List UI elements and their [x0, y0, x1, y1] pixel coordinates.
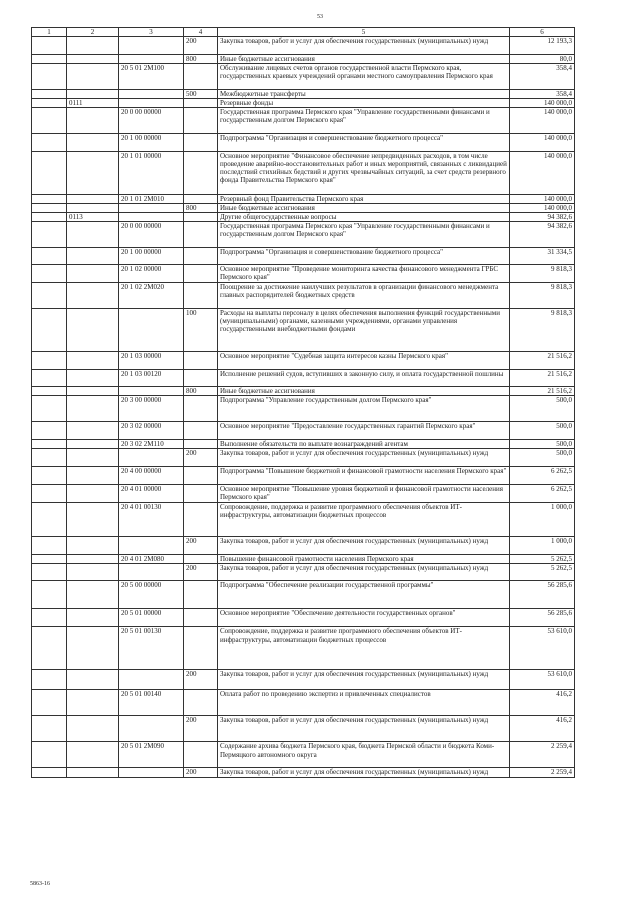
cell-amount: 140 000,0: [510, 108, 575, 134]
cell-col1: [32, 213, 67, 222]
cell-description: Подпрограмма "Организация и совершенствование бюджетного процесса": [218, 134, 510, 152]
table-row: [32, 627, 575, 670]
cell-section-code: [67, 387, 119, 396]
table-row: [32, 422, 575, 440]
cell-description: Расходы на выплаты персоналу в целях обеспечения выполнения функций государственными (муниципальными) органами, казенными учреждениями, органами управления государственными внебюджетными фондами: [218, 309, 510, 352]
column-header: 6: [510, 28, 575, 37]
cell-expense-type: [184, 248, 218, 265]
cell-col1: [32, 99, 67, 108]
cell-description: Поощрение за достижение наилучших результатов в организации финансового менеджмента главных распорядителей бюджетных средств: [218, 283, 510, 309]
cell-amount: 53 610,0: [510, 670, 575, 690]
table-row: [32, 609, 575, 627]
cell-amount: 12 193,3: [510, 37, 575, 55]
cell-col1: [32, 467, 67, 485]
cell-expense-type: 800: [184, 387, 218, 396]
table-row: [32, 467, 575, 485]
cell-description: Выполнение обязательств по выплате вознаграждений агентам: [218, 440, 510, 449]
cell-col1: [32, 222, 67, 248]
cell-expense-type: [184, 134, 218, 152]
cell-amount: 500,0: [510, 422, 575, 440]
cell-expense-type: [184, 467, 218, 485]
cell-target-article: 20 0 00 00000: [119, 108, 184, 134]
cell-target-article: [119, 670, 184, 690]
cell-expense-type: [184, 352, 218, 370]
cell-expense-type: [184, 690, 218, 716]
cell-description: Обслуживание лицевых счетов органов государственной власти Пермского края, государственных краевых учреждений органами местного самоуправления Пермского края: [218, 64, 510, 90]
cell-section-code: [67, 627, 119, 670]
cell-description: Содержание архива бюджета Пермского края, бюджета Пермской области и бюджета Коми-Пермяцкого автономного округа: [218, 742, 510, 768]
table-row: [32, 537, 575, 555]
cell-description: Резервный фонд Правительства Пермского края: [218, 195, 510, 204]
cell-amount: 56 285,6: [510, 609, 575, 627]
table-row: [32, 204, 575, 213]
cell-expense-type: 200: [184, 564, 218, 581]
cell-expense-type: [184, 370, 218, 387]
cell-section-code: [67, 467, 119, 485]
cell-section-code: [67, 670, 119, 690]
table-row: [32, 265, 575, 283]
cell-section-code: [67, 204, 119, 213]
cell-target-article: [119, 768, 184, 777]
column-header: 3: [119, 28, 184, 37]
table-row: [32, 134, 575, 152]
table-row: [32, 64, 575, 90]
cell-col1: [32, 422, 67, 440]
cell-expense-type: 500: [184, 90, 218, 99]
cell-section-code: [67, 422, 119, 440]
cell-description: Закупка товаров, работ и услуг для обеспечения государственных (муниципальных) нужд: [218, 537, 510, 555]
table-row: [32, 352, 575, 370]
cell-col1: [32, 108, 67, 134]
cell-col1: [32, 195, 67, 204]
cell-amount: 358,4: [510, 90, 575, 99]
cell-section-code: [67, 609, 119, 627]
table-row: [32, 152, 575, 195]
cell-section-code: [67, 55, 119, 64]
cell-col1: [32, 152, 67, 195]
cell-expense-type: [184, 396, 218, 422]
cell-col1: [32, 283, 67, 309]
table-row: [32, 690, 575, 716]
cell-target-article: 20 5 01 2М090: [119, 742, 184, 768]
cell-amount: 500,0: [510, 449, 575, 467]
cell-target-article: 20 3 02 00000: [119, 422, 184, 440]
cell-description: Закупка товаров, работ и услуг для обеспечения государственных (муниципальных) нужд: [218, 564, 510, 581]
cell-expense-type: 200: [184, 449, 218, 467]
cell-amount: 94 382,6: [510, 222, 575, 248]
cell-target-article: 20 5 00 00000: [119, 581, 184, 609]
cell-target-article: [119, 537, 184, 555]
cell-amount: 140 000,0: [510, 204, 575, 213]
cell-target-article: [119, 204, 184, 213]
cell-col1: [32, 265, 67, 283]
budget-table: [31, 27, 575, 778]
cell-target-article: 20 1 00 00000: [119, 248, 184, 265]
cell-description: Подпрограмма "Повышение бюджетной и финансовой грамотности населения Пермского края": [218, 467, 510, 485]
cell-col1: [32, 396, 67, 422]
cell-target-article: 20 4 01 00130: [119, 503, 184, 537]
cell-target-article: [119, 55, 184, 64]
cell-target-article: 20 4 00 00000: [119, 467, 184, 485]
table-row: [32, 222, 575, 248]
cell-description: Закупка товаров, работ и услуг для обеспечения государственных (муниципальных) нужд: [218, 37, 510, 55]
cell-amount: 53 610,0: [510, 627, 575, 670]
table-row: [32, 581, 575, 609]
cell-section-code: [67, 440, 119, 449]
column-header: 1: [32, 28, 67, 37]
cell-description: Сопровождение, поддержка и развитие программного обеспечения объектов ИТ-инфраструктуры, автоматизации бюджетных процессов: [218, 627, 510, 670]
page-number: 53: [317, 14, 323, 20]
cell-description: Подпрограмма "Обеспечение реализации государственной программы": [218, 581, 510, 609]
cell-expense-type: 200: [184, 716, 218, 742]
cell-target-article: 20 1 03 00000: [119, 352, 184, 370]
cell-col1: [32, 690, 67, 716]
cell-section-code: [67, 108, 119, 134]
table-row: [32, 99, 575, 108]
cell-expense-type: [184, 195, 218, 204]
cell-amount: 5 262,5: [510, 564, 575, 581]
table-row: [32, 440, 575, 449]
cell-amount: 1 000,0: [510, 503, 575, 537]
table-row: [32, 309, 575, 352]
table-row: [32, 503, 575, 537]
cell-amount: 500,0: [510, 440, 575, 449]
cell-target-article: 20 4 01 2М080: [119, 555, 184, 564]
cell-section-code: [67, 265, 119, 283]
cell-description: Сопровождение, поддержка и развитие программного обеспечения объектов ИТ-инфраструктуры, автоматизации бюджетных процессов: [218, 503, 510, 537]
cell-expense-type: [184, 609, 218, 627]
cell-section-code: [67, 690, 119, 716]
cell-target-article: 20 1 02 2М020: [119, 283, 184, 309]
cell-col1: [32, 670, 67, 690]
cell-amount: 416,2: [510, 716, 575, 742]
cell-expense-type: 200: [184, 768, 218, 777]
table-row: [32, 213, 575, 222]
cell-expense-type: [184, 99, 218, 108]
cell-target-article: [119, 387, 184, 396]
table-row: [32, 108, 575, 134]
cell-section-code: [67, 564, 119, 581]
cell-col1: [32, 449, 67, 467]
cell-amount: 500,0: [510, 396, 575, 422]
cell-amount: 94 382,6: [510, 213, 575, 222]
table-row: [32, 195, 575, 204]
cell-col1: [32, 387, 67, 396]
cell-description: Основное мероприятие "Предоставление государственных гарантий Пермского края": [218, 422, 510, 440]
cell-expense-type: [184, 283, 218, 309]
cell-target-article: 20 5 01 00130: [119, 627, 184, 670]
cell-description: Другие общегосударственные вопросы: [218, 213, 510, 222]
cell-expense-type: [184, 265, 218, 283]
cell-target-article: 20 5 01 00140: [119, 690, 184, 716]
cell-section-code: [67, 64, 119, 90]
cell-expense-type: [184, 213, 218, 222]
cell-section-code: [67, 449, 119, 467]
cell-col1: [32, 90, 67, 99]
cell-col1: [32, 204, 67, 213]
cell-description: Закупка товаров, работ и услуг для обеспечения государственных (муниципальных) нужд: [218, 716, 510, 742]
cell-section-code: [67, 134, 119, 152]
cell-target-article: 20 1 03 00120: [119, 370, 184, 387]
table-row: [32, 564, 575, 581]
cell-section-code: [67, 195, 119, 204]
cell-description: Закупка товаров, работ и услуг для обеспечения государственных (муниципальных) нужд: [218, 670, 510, 690]
table-row: [32, 387, 575, 396]
table-row: [32, 248, 575, 265]
cell-expense-type: 100: [184, 309, 218, 352]
cell-col1: [32, 134, 67, 152]
table-row: [32, 485, 575, 503]
cell-amount: 80,0: [510, 55, 575, 64]
cell-amount: 31 334,5: [510, 248, 575, 265]
cell-description: Основное мероприятие "Судебная защита интересов казны Пермского края": [218, 352, 510, 370]
table-row: [32, 716, 575, 742]
cell-description: Подпрограмма "Организация и совершенствование бюджетного процесса": [218, 248, 510, 265]
cell-description: Повышение финансовой грамотности населения Пермского края: [218, 555, 510, 564]
cell-description: Оплата работ по проведению экспертиз и привлеченных специалистов: [218, 690, 510, 716]
cell-amount: 6 262,5: [510, 485, 575, 503]
cell-description: Закупка товаров, работ и услуг для обеспечения государственных (муниципальных) нужд: [218, 449, 510, 467]
cell-expense-type: 200: [184, 670, 218, 690]
cell-target-article: [119, 99, 184, 108]
cell-col1: [32, 564, 67, 581]
cell-expense-type: 800: [184, 204, 218, 213]
cell-section-code: 0111: [67, 99, 119, 108]
cell-section-code: [67, 370, 119, 387]
cell-description: Иные бюджетные ассигнования: [218, 387, 510, 396]
cell-target-article: 20 1 01 2М010: [119, 195, 184, 204]
cell-col1: [32, 370, 67, 387]
cell-section-code: [67, 716, 119, 742]
cell-description: Государственная программа Пермского края "Управление государственными финансами и государственным долгом Пермского края": [218, 222, 510, 248]
table-row: [32, 768, 575, 777]
cell-target-article: [119, 309, 184, 352]
cell-section-code: [67, 485, 119, 503]
cell-expense-type: [184, 503, 218, 537]
cell-description: Государственная программа Пермского края "Управление государственными финансами и государственным долгом Пермского края": [218, 108, 510, 134]
cell-section-code: [67, 90, 119, 99]
cell-description: Исполнение решений судов, вступивших в законную силу, и оплата государственной пошлины: [218, 370, 510, 387]
cell-expense-type: [184, 581, 218, 609]
cell-col1: [32, 555, 67, 564]
cell-target-article: [119, 37, 184, 55]
table-row: [32, 283, 575, 309]
cell-col1: [32, 37, 67, 55]
cell-amount: 140 000,0: [510, 195, 575, 204]
cell-description: Основное мероприятие "Финансовое обеспечение непредвиденных расходов, в том числе проведение аварийно-восстановительных работ и иных мероприятий, связанных с ликвидацией последствий стихийных бедствий и других чрезвычайных ситуаций, за счет средств резервного фонда Правительства Пермского края": [218, 152, 510, 195]
cell-target-article: 20 0 00 00000: [119, 222, 184, 248]
cell-target-article: [119, 90, 184, 99]
cell-description: Резервные фонды: [218, 99, 510, 108]
cell-expense-type: [184, 64, 218, 90]
cell-amount: 2 259,4: [510, 768, 575, 777]
cell-section-code: [67, 248, 119, 265]
cell-target-article: [119, 213, 184, 222]
cell-amount: 5 262,5: [510, 555, 575, 564]
cell-col1: [32, 352, 67, 370]
cell-col1: [32, 716, 67, 742]
table-row: [32, 370, 575, 387]
cell-amount: 140 000,0: [510, 99, 575, 108]
cell-target-article: [119, 449, 184, 467]
cell-col1: [32, 440, 67, 449]
cell-section-code: [67, 309, 119, 352]
cell-section-code: [67, 396, 119, 422]
cell-description: Основное мероприятие "Обеспечение деятельности государственных органов": [218, 609, 510, 627]
cell-section-code: [67, 283, 119, 309]
table-row: [32, 742, 575, 768]
table-row: [32, 37, 575, 55]
cell-section-code: [67, 555, 119, 564]
cell-section-code: [67, 152, 119, 195]
cell-section-code: 0113: [67, 213, 119, 222]
cell-section-code: [67, 352, 119, 370]
cell-description: Межбюджетные трансферты: [218, 90, 510, 99]
table-row: [32, 396, 575, 422]
cell-amount: 140 000,0: [510, 134, 575, 152]
cell-amount: 9 818,3: [510, 265, 575, 283]
cell-col1: [32, 485, 67, 503]
cell-expense-type: [184, 440, 218, 449]
cell-description: Иные бюджетные ассигнования: [218, 55, 510, 64]
cell-expense-type: [184, 627, 218, 670]
cell-description: Закупка товаров, работ и услуг для обеспечения государственных (муниципальных) нужд: [218, 768, 510, 777]
cell-target-article: 20 5 01 00000: [119, 609, 184, 627]
cell-target-article: 20 1 02 00000: [119, 265, 184, 283]
cell-description: Подпрограмма "Управление государственным долгом Пермского края": [218, 396, 510, 422]
cell-description: Иные бюджетные ассигнования: [218, 204, 510, 213]
cell-section-code: [67, 768, 119, 777]
cell-col1: [32, 248, 67, 265]
cell-amount: 9 818,3: [510, 309, 575, 352]
cell-expense-type: [184, 485, 218, 503]
cell-section-code: [67, 742, 119, 768]
table-body: [32, 37, 575, 777]
cell-amount: 140 000,0: [510, 152, 575, 195]
cell-target-article: 20 4 01 00000: [119, 485, 184, 503]
cell-section-code: [67, 537, 119, 555]
cell-amount: 21 516,2: [510, 387, 575, 396]
cell-amount: 9 818,3: [510, 283, 575, 309]
cell-section-code: [67, 37, 119, 55]
cell-target-article: [119, 716, 184, 742]
cell-col1: [32, 627, 67, 670]
column-header: 5: [218, 28, 510, 37]
cell-expense-type: 200: [184, 37, 218, 55]
cell-expense-type: [184, 108, 218, 134]
cell-col1: [32, 55, 67, 64]
table-row: [32, 55, 575, 64]
column-header: 2: [67, 28, 119, 37]
cell-col1: [32, 537, 67, 555]
cell-amount: 56 285,6: [510, 581, 575, 609]
cell-col1: [32, 742, 67, 768]
column-header: 4: [184, 28, 218, 37]
cell-amount: 2 259,4: [510, 742, 575, 768]
cell-amount: 358,4: [510, 64, 575, 90]
table-header-row: [32, 28, 575, 37]
cell-col1: [32, 309, 67, 352]
footer-code: 5863-16: [30, 881, 50, 887]
cell-expense-type: [184, 742, 218, 768]
cell-target-article: 20 3 02 2М110: [119, 440, 184, 449]
cell-col1: [32, 64, 67, 90]
cell-expense-type: [184, 222, 218, 248]
cell-expense-type: 800: [184, 55, 218, 64]
cell-amount: 1 000,0: [510, 537, 575, 555]
cell-target-article: [119, 564, 184, 581]
cell-section-code: [67, 222, 119, 248]
cell-section-code: [67, 581, 119, 609]
cell-target-article: 20 3 00 00000: [119, 396, 184, 422]
cell-target-article: 20 1 01 00000: [119, 152, 184, 195]
cell-expense-type: [184, 152, 218, 195]
cell-col1: [32, 581, 67, 609]
cell-col1: [32, 609, 67, 627]
cell-amount: 21 516,2: [510, 370, 575, 387]
cell-expense-type: [184, 422, 218, 440]
cell-col1: [32, 768, 67, 777]
cell-description: Основное мероприятие "Повышение уровня бюджетной и финансовой грамотности населения Пермского края": [218, 485, 510, 503]
table-row: [32, 670, 575, 690]
cell-amount: 6 262,5: [510, 467, 575, 485]
cell-col1: [32, 503, 67, 537]
table-row: [32, 555, 575, 564]
cell-target-article: 20 5 01 2М100: [119, 64, 184, 90]
cell-expense-type: 200: [184, 537, 218, 555]
cell-amount: 416,2: [510, 690, 575, 716]
cell-section-code: [67, 503, 119, 537]
cell-target-article: 20 1 00 00000: [119, 134, 184, 152]
cell-expense-type: [184, 555, 218, 564]
table-row: [32, 449, 575, 467]
table-row: [32, 90, 575, 99]
cell-amount: 21 516,2: [510, 352, 575, 370]
cell-description: Основное мероприятие "Проведение мониторинга качества финансового менеджмента ГРБС Пермского края": [218, 265, 510, 283]
